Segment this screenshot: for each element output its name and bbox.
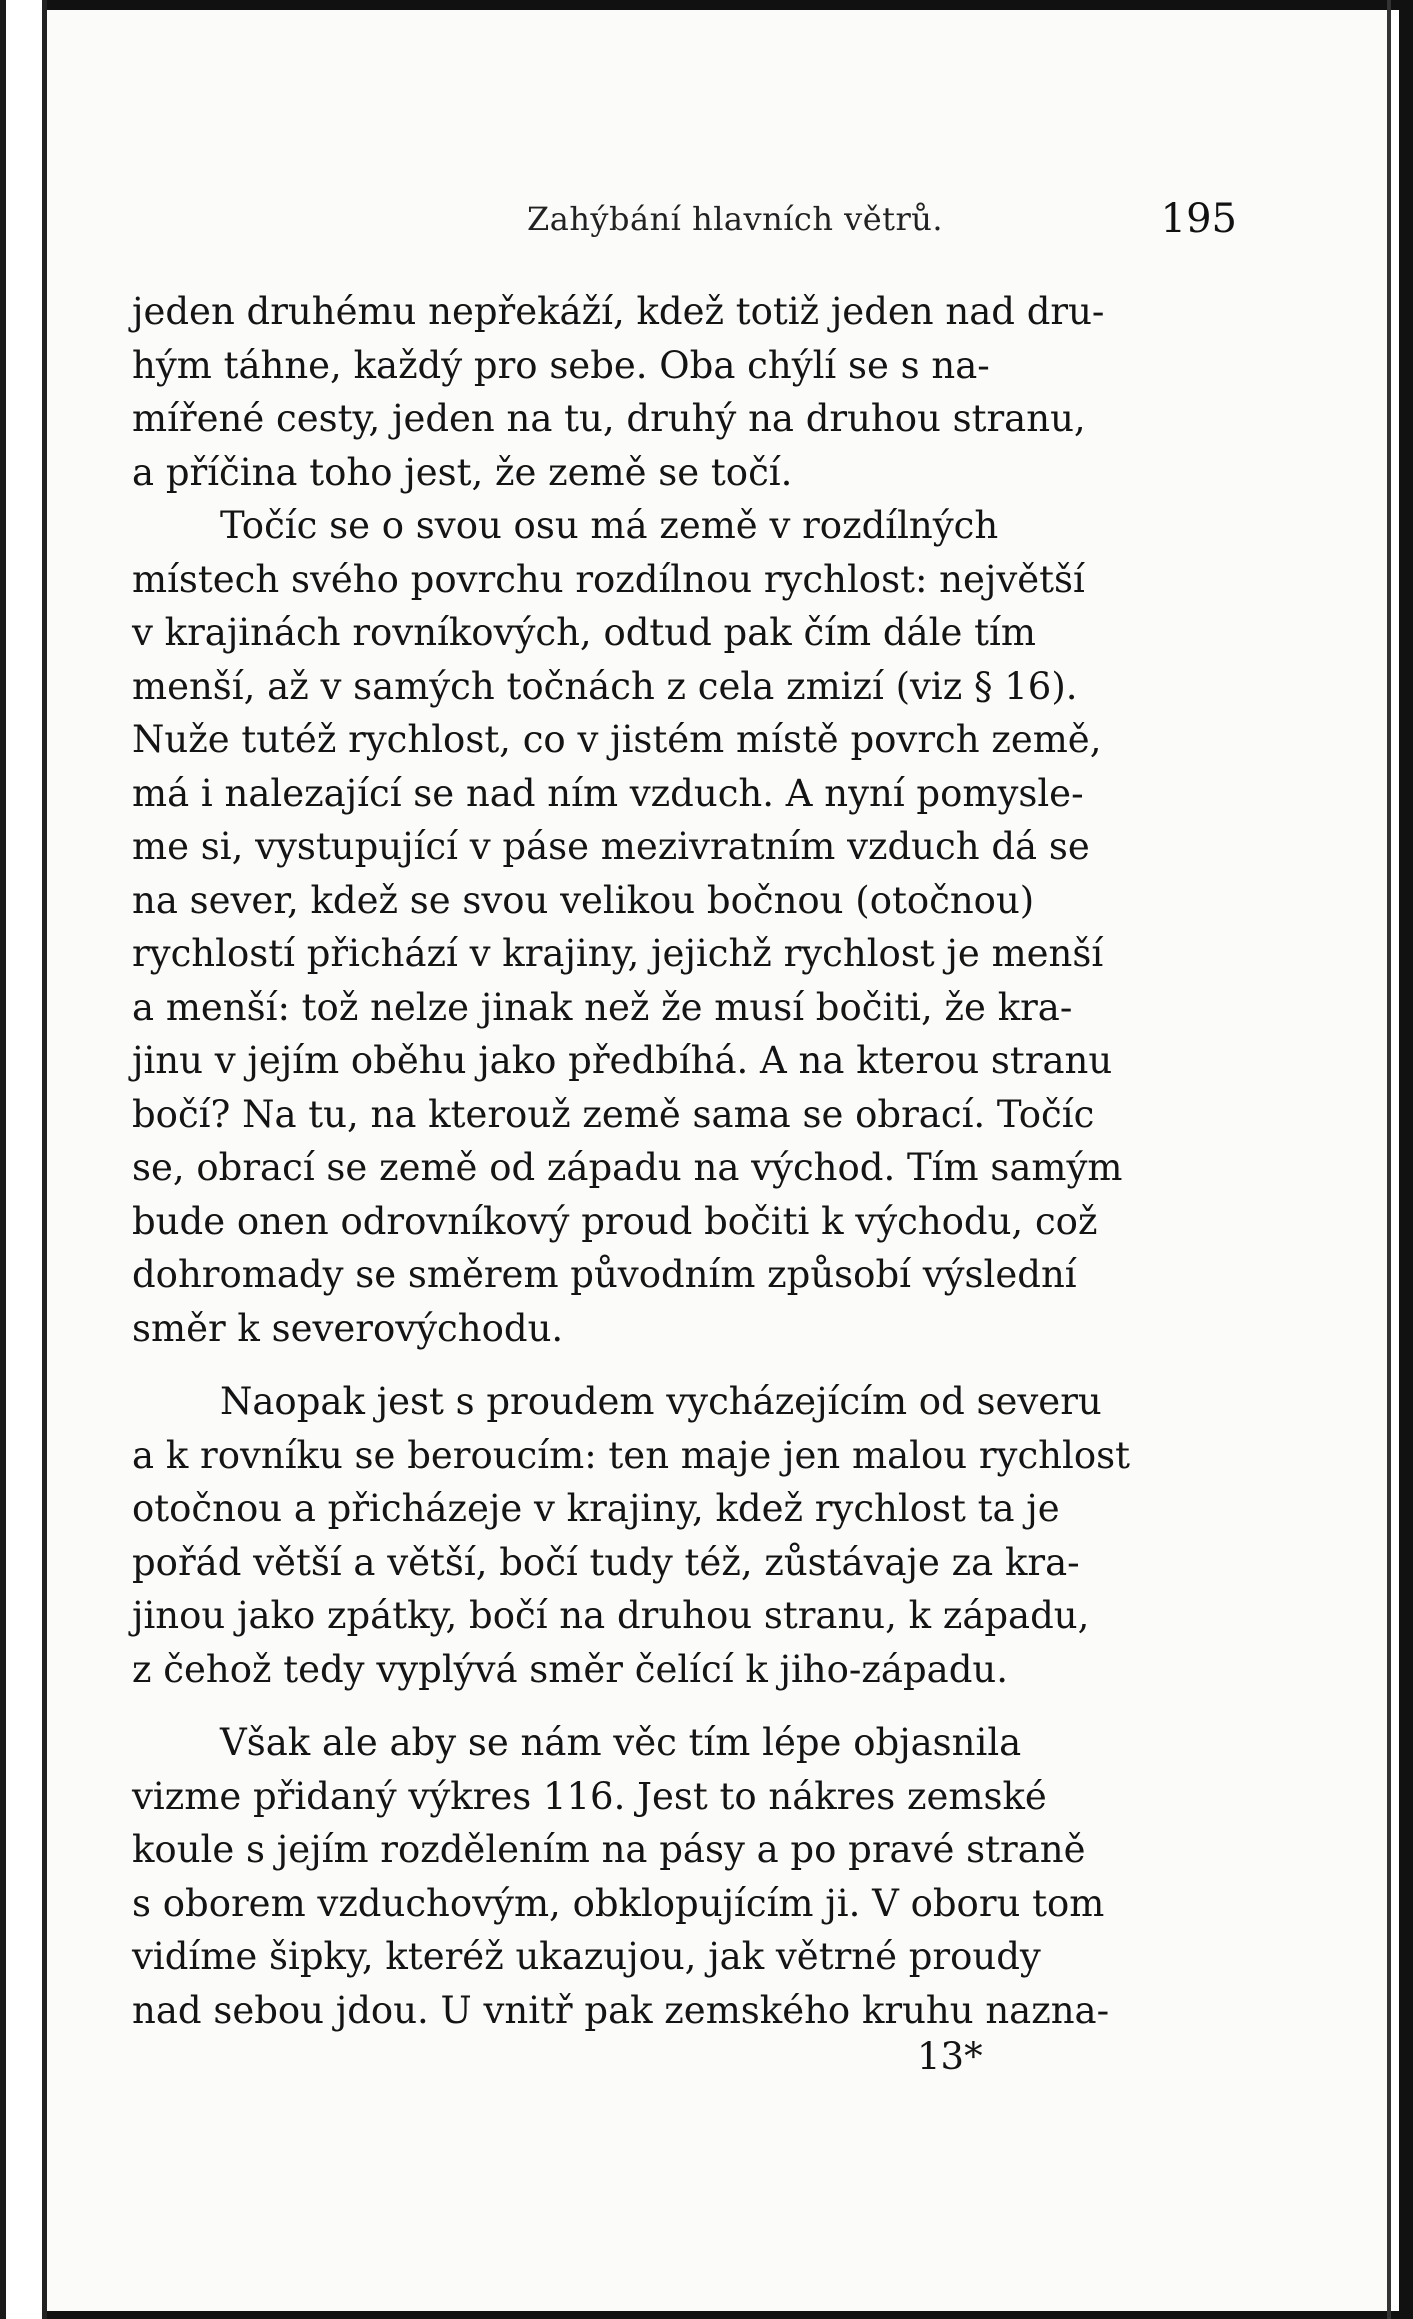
scan-left-margin [6,0,42,2319]
text-line: Točíc se o svou osu má země v rozdílných [220,504,999,547]
text-line: směr k severovýchodu. [132,1306,564,1350]
text-line: se, obrací se země od západu na východ. Tím samým [132,1146,1123,1189]
text-line: Nuže tutéž rychlost, co v jistém místě povrch země, [132,718,1102,761]
text-line: jinou jako zpátky, bočí na druhou stranu, k západu, [132,1594,1090,1637]
text-line: pořád větší a větší, bočí tudy též, zůstávaje za kra- [132,1540,1080,1584]
text-line: s oborem vzduchovým, obklopujícím ji. V oboru tom [132,1881,1105,1925]
text-line: a příčina toho jest, že země se točí. [132,450,793,494]
signature-mark: 13* [917,2035,983,2078]
scan-right-edge [1399,0,1413,2319]
running-title: Zahýbání hlavních větrů. [527,200,944,238]
text-line: z čehož tedy vyplývá směr čelící k jiho-západu. [132,1647,1008,1691]
paragraph-1 [132,285,1242,499]
text-line: me si, vystupující v páse mezivratním vzduch dá se [132,825,1090,868]
scan-bottom-edge [0,2311,1413,2319]
text-line: jeden druhému nepřekáží, kdež totiž jeden nad dru- [132,290,1105,333]
page-number: 195 [1160,196,1237,242]
text-line: v krajinách rovníkových, odtud pak čím dále tím [132,611,1036,654]
text-line: Naopak jest s proudem vycházejícím od severu [220,1380,1102,1423]
running-header [127,196,1237,250]
text-line: a k rovníku se beroucím: ten maje jen malou rychlost [132,1433,1130,1477]
paragraph-3 [132,1375,1242,1696]
text-line: vizme přidaný výkres 116. Jest to nákres zemské [132,1774,1047,1818]
paragraph-spacer [132,1355,1242,1375]
scan-top-edge [0,0,1413,10]
text-line: má i nalezající se nad ním vzduch. A nyní pomysle- [132,771,1084,815]
body-text [132,285,1242,2037]
book-page [47,10,1387,2311]
text-line: otočnou a přicházeje v krajiny, kdež rychlost ta je [132,1487,1060,1530]
text-line: Však ale aby se nám věc tím lépe objasnila [220,1721,1022,1764]
text-line: mířené cesty, jeden na tu, druhý na druhou stranu, [132,397,1086,440]
page-right-border [1387,0,1391,2319]
text-line: dohromady se směrem původním způsobí výslední [132,1253,1077,1296]
paragraph-spacer [132,1696,1242,1716]
text-line: menší, až v samých točnách z cela zmizí (viz § 16). [132,664,1078,708]
paragraph-4 [132,1716,1242,2037]
paragraph-2 [132,499,1242,1355]
text-line: bude onen odrovníkový proud bočiti k východu, což [132,1199,1098,1243]
text-line: na sever, kdež se svou velikou bočnou (otočnou) [132,878,1035,922]
text-line: a menší: tož nelze jinak než že musí bočiti, že kra- [132,985,1073,1029]
text-line: jinu v jejím oběhu jako předbíhá. A na kterou stranu [132,1039,1113,1082]
text-line: nad sebou jdou. U vnitř pak zemského kruhu nazna- [132,1988,1110,2032]
text-line: místech svého povrchu rozdílnou rychlost: největší [132,557,1085,601]
text-line: koule s jejím rozdělením na pásy a po pravé straně [132,1828,1086,1871]
text-line: vidíme šipky, kteréž ukazujou, jak větrné proudy [132,1935,1041,1978]
text-line: hým táhne, každý pro sebe. Oba chýlí se s na- [132,343,990,387]
text-line: bočí? Na tu, na kterouž země sama se obrací. Točíc [132,1092,1095,1136]
text-line: rychlostí přichází v krajiny, jejichž rychlost je menší [132,932,1104,975]
